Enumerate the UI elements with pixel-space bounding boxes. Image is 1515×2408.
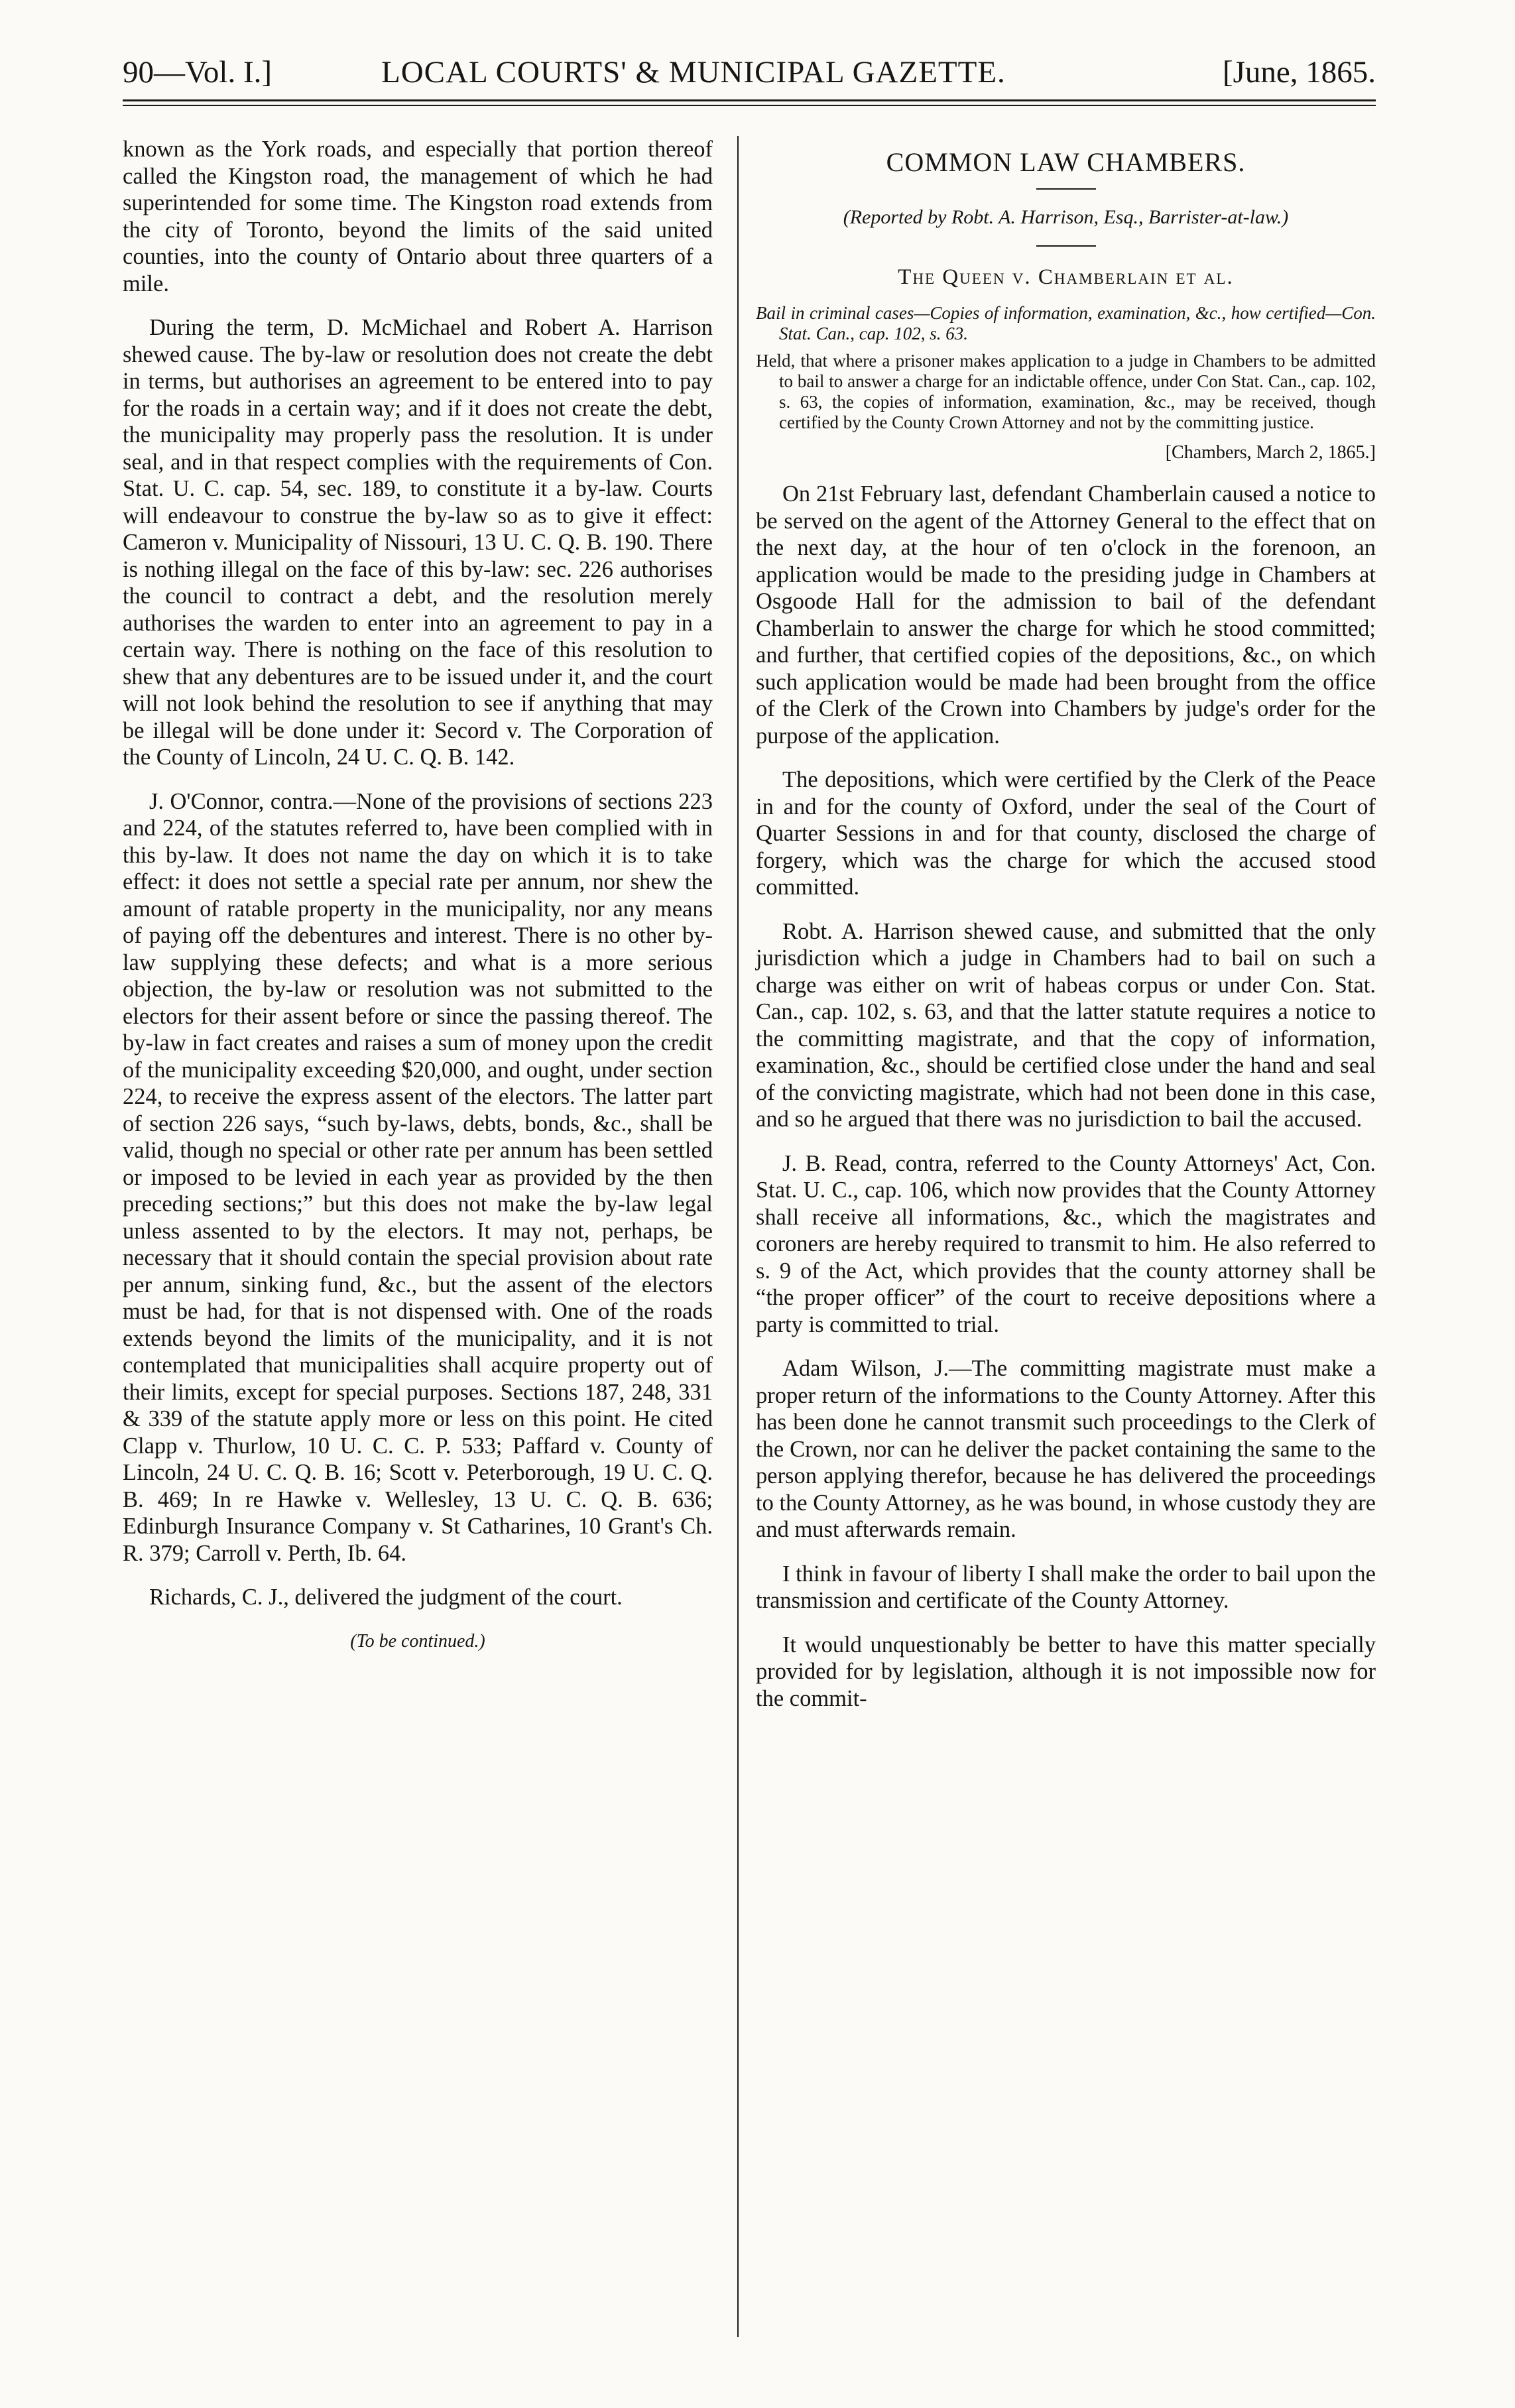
reporter-rule [1036, 245, 1096, 247]
page-header [123, 54, 1376, 101]
paragraph-wilson-judgment: Adam Wilson, J.—The committing magistrate must make a proper return of the informations to the County Attorney. After this has been done he cannot transmit such proceedings to the Clerk of the Crown, nor can he deliver the packet containing the same to the person applying therefor, because he has delivered the proceedings to the County Attorney, as he was bound, in whose custody they are and must afterwards remain. [756, 1356, 1376, 1542]
section-title: COMMON LAW CHAMBERS. [886, 147, 1246, 177]
headnote: Bail in criminal cases—Copies of information, examination, &c., how certified—Con. Stat. Can., cap. 102, s. 63. [756, 302, 1376, 343]
reporter-line: (Reported by Robt. A. Harrison, Esq., Barrister-at-law.) [843, 206, 1289, 228]
paragraph-richards-judgment: Richards, C. J., delivered the judgment of the court. [149, 1585, 623, 1610]
column-divider [737, 136, 739, 2337]
issue-date: [June, 1865. [1222, 55, 1376, 90]
header-rule-top [123, 99, 1376, 101]
volume-page-number: 90—Vol. I.] [123, 55, 272, 90]
title-rule [1036, 188, 1096, 190]
paragraph-shewed-cause: During the term, D. McMichael and Robert A. Harrison shewed cause. The by-law or resolution does not create the debt in terms, but authorises an agreement to be entered into to pay for the roads in a certain way; and if it does not create the debt, the municipality may properly pass the resolution. It is under seal, and in that respect complies with the requirements of Con. Stat. U. C. cap. 54, sec. 189, to constitute it a by-law. Courts will endeavour to construe the by-law so as to give it effect: Cameron v. Municipality of Nissouri, 13 U. C. Q. B. 190. There is nothing illegal on the face of this by-law: sec. 226 authorises the council to contract a debt, and the resolution merely authorises the warden to enter into an agreement to pay in a certain way. There is nothing on the face of this resolution to shew that any debentures are to be issued under it, and the court will not look behind the resolution to see if anything that may be illegal will be done under it: Secord v. The Corporation of the County of Lincoln, 24 U. C. Q. B. 142. [123, 315, 713, 770]
paragraph-notice: On 21st February last, defendant Chamberlain caused a notice to be served on the agent of the Attorney General to the effect that on the next day, at the hour of ten o'clock in the forenoon, an application would be made to the presiding judge in Chambers at Osgoode Hall for the admission to bail of the defendant Chamberlain to answer the charge for which he stood committed; and further, that certified copies of the depositions, &c., on which such application would be made had been brought from the office of the Clerk of the Crown into Chambers by judge's order for the purpose of the application. [756, 481, 1376, 749]
chambers-date: [Chambers, March 2, 1865.] [1165, 442, 1376, 463]
case-name: The Queen v. Chamberlain et al. [898, 265, 1234, 289]
paragraph-depositions: The depositions, which were certified by the Clerk of the Peace in and for the county of Oxford, under the seal of the Court of Quarter Sessions in and for that county, disclosed the charge of forgery, which was the charge for which the accused stood committed. [756, 767, 1376, 900]
paragraph-read-contra: J. B. Read, contra, referred to the County Attorneys' Act, Con. Stat. U. C., cap. 106, which now provides that the County Attorney shall receive all informations, &c., which the magistrates and coroners are hereby required to transmit to him. He also referred to s. 9 of the Act, which provides that the county attorney shall be “the proper officer” of the court to receive depositions where a party is committed to trial. [756, 1150, 1376, 1337]
left-column [123, 136, 713, 1655]
paragraph-legislation: It would unquestionably be better to have this matter specially provided for by legislation, although it is not impossible now for the commit- [756, 1632, 1376, 1711]
right-column [756, 136, 1376, 1729]
paragraph-favour-of-liberty: I think in favour of liberty I shall make the order to bail upon the transmission and certificate of the County Attorney. [756, 1561, 1376, 1613]
paragraph-oconnor-contra: J. O'Connor, contra.—None of the provisions of sections 223 and 224, of the statutes referred to, have been complied with in this by-law. It does not name the day on which it is to take effect: it does not settle a special rate per annum, nor shew the amount of ratable property in the municipality, nor any means of paying off the debentures and interest. There is no other by-law supplying these defects; and what is a more serious objection, the by-law or resolution was not submitted to the electors for their assent before or since the passing thereof. The by-law in fact creates and raises a sum of money upon the credit of the municipality exceeding $20,000, and ought, under section 224, to receive the express assent of the electors. The latter part of section 226 says, “such by-laws, debts, bonds, &c., shall be valid, though no special or other rate per annum has been settled or imposed to be levied in each year as provided by the then preceding sections;” but this does not make the by-law legal unless assented to by the electors. It may not, perhaps, be necessary that it should contain the special provision about rate per annum, sinking fund, &c., but the assent of the electors must be had, for that is not dispensed with. One of the roads extends beyond the limits of the municipality, and it is not contemplated that municipalities shall acquire property out of their limits, except for special purposes. Sections 187, 248, 331 & 339 of the statute apply more or less on this point. He cited Clapp v. Thurlow, 10 U. C. C. P. 533; Paffard v. County of Lincoln, 24 U. C. Q. B. 16; Scott v. Peterborough, 19 U. C. Q. B. 469; In re Hawke v. Wellesley, 13 U. C. Q. B. 636; Edinburgh Insurance Company v. St Catharines, 10 Grant's Ch. R. 379; Carroll v. Perth, Ib. 64. [123, 788, 713, 1566]
paragraph-harrison-cause: Robt. A. Harrison shewed cause, and submitted that the only jurisdiction which a judge in Chambers had to bail on such a charge was either on writ of habeas corpus or under Con. Stat. Can., cap. 102, s. 63, and that the latter statute requires a notice to the committing magistrate, and that the copy of information, examination, &c., should be certified close under the hand and seal of the convicting magistrate, which had not been done in this case, and so he argued that there was no jurisdiction to bail the accused. [756, 918, 1376, 1132]
paragraph-york-roads: known as the York roads, and especially that portion thereof called the Kingston road, the management of which he had superintended for some time. The Kingston road extends from the city of Toronto, beyond the limits of the said united counties, into the county of Ontario about three quarters of a mile. [123, 137, 713, 296]
header-rule-bottom [123, 105, 1376, 106]
held-note: Held, that where a prisoner makes application to a judge in Chambers to be admitted to bail to answer a charge for an indictable offence, under Con Stat. Can., cap. 102, s. 63, the copies of information, examination, &c., may be received, though certified by the County Crown Attorney and not by the committing justice. [756, 350, 1376, 432]
to-be-continued: (To be continued.) [350, 1630, 485, 1652]
publication-title: LOCAL COURTS' & MUNICIPAL GAZETTE. [381, 55, 1006, 90]
